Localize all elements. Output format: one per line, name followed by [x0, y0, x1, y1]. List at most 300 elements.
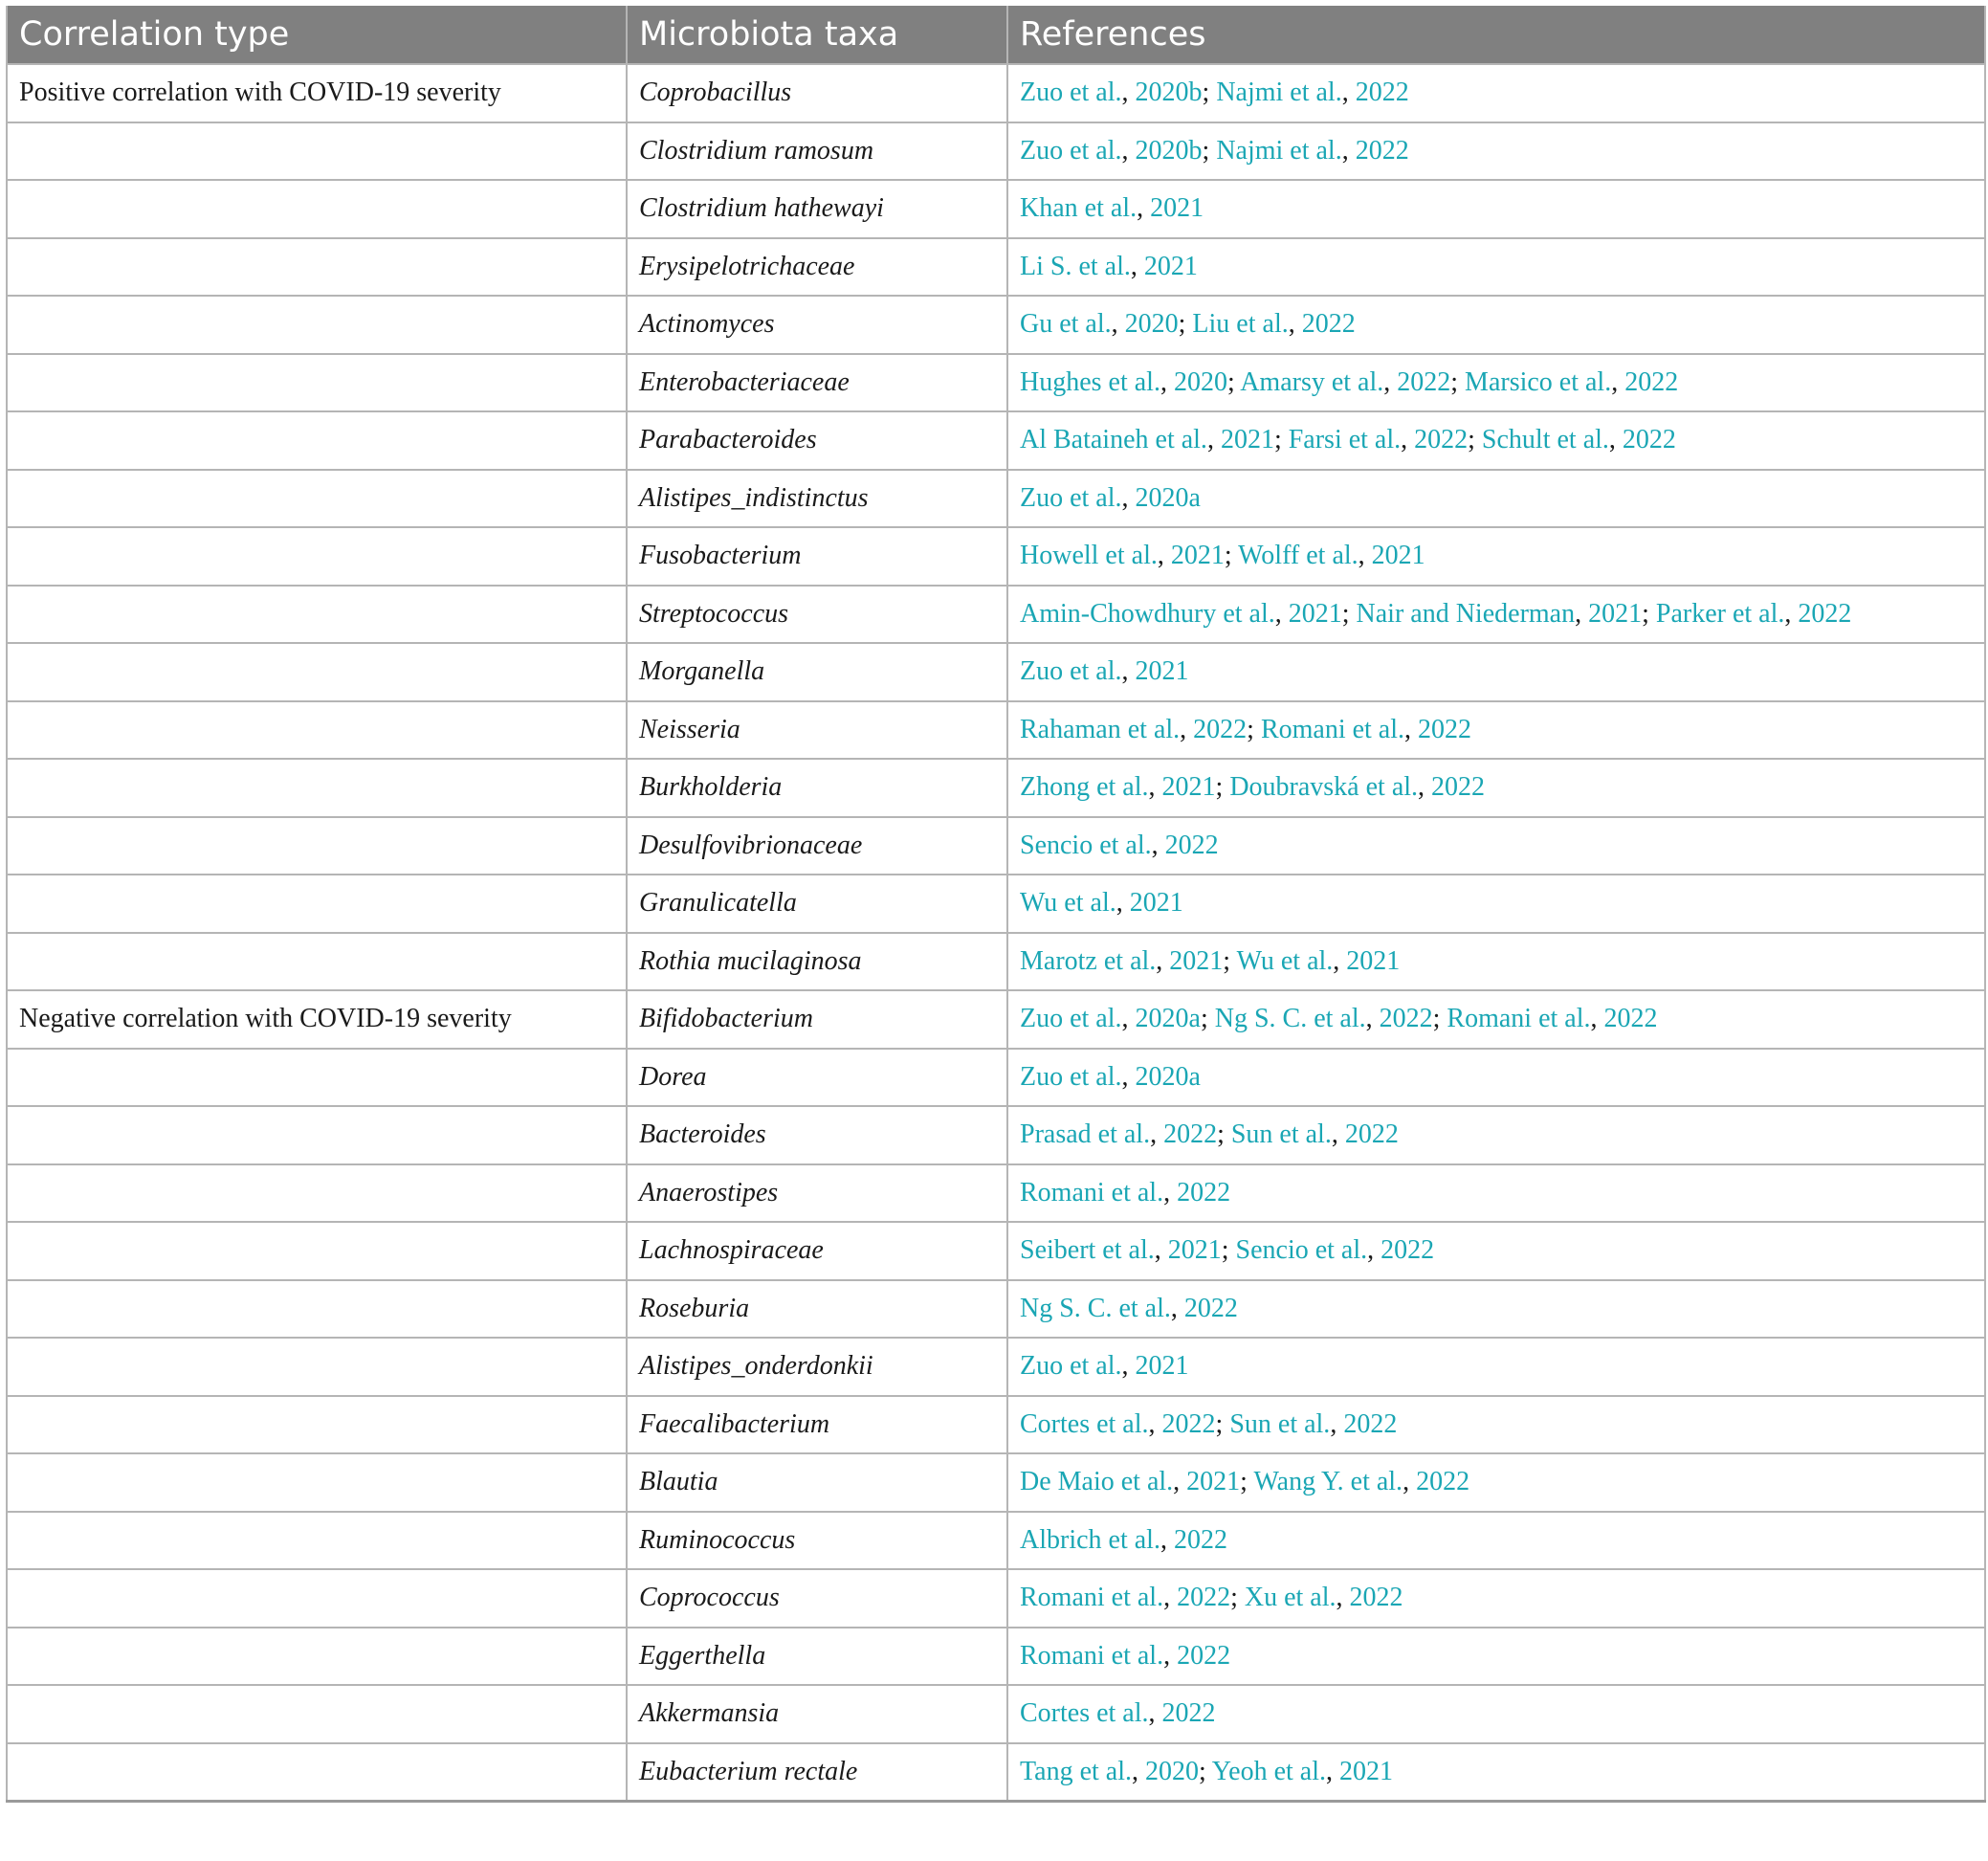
table-row [7, 1049, 1985, 1107]
reference-author-link[interactable]: Zuo et al. [1020, 135, 1122, 166]
reference-author-link[interactable]: Zuo et al. [1020, 1351, 1122, 1382]
table-row [7, 1569, 1985, 1628]
reference-comma: , [1148, 1698, 1162, 1729]
cell-correlation-type [7, 643, 627, 701]
reference-comma: , [1206, 425, 1221, 455]
table-row [7, 933, 1985, 991]
reference-comma: , [1121, 78, 1136, 108]
reference-comma: , [1137, 193, 1151, 224]
reference-separator: ; [1202, 135, 1217, 166]
reference-year-link[interactable]: 2022 [1414, 425, 1469, 455]
cell-references [1007, 1628, 1985, 1686]
reference-comma: , [1156, 945, 1170, 976]
reference-author-link[interactable]: Parker et al. [1655, 598, 1785, 629]
reference-author-link[interactable]: Najmi et al. [1216, 135, 1342, 166]
reference-year-link[interactable]: 2022 [1431, 772, 1486, 803]
cell-references [1007, 470, 1985, 528]
reference-comma: , [1160, 366, 1174, 397]
reference-comma: , [1180, 714, 1194, 744]
reference-year-link[interactable]: 2022 [1355, 78, 1409, 108]
reference-separator: ; [1200, 1004, 1215, 1034]
reference-comma: , [1148, 1408, 1162, 1439]
reference-author-link[interactable]: Zuo et al. [1020, 78, 1122, 108]
cell-microbiota-taxon: Dorea [627, 1049, 1007, 1107]
cell-correlation-type [7, 1106, 627, 1164]
reference-separator: ; [1432, 1004, 1447, 1034]
cell-correlation-type [7, 470, 627, 528]
reference-separator: ; [1642, 598, 1656, 629]
cell-references [1007, 990, 1985, 1049]
reference-author-link[interactable]: Prasad et al. [1020, 1119, 1151, 1150]
reference-year-link[interactable]: 2020b [1135, 135, 1203, 166]
reference-year-link[interactable]: 2021 [1150, 193, 1204, 224]
cell-correlation-type [7, 701, 627, 760]
reference-author-link[interactable]: Marsico et al. [1465, 366, 1612, 397]
reference-comma: , [1326, 1756, 1340, 1786]
reference-separator: ; [1215, 772, 1230, 803]
reference-comma: , [1333, 945, 1347, 976]
microbiota-correlation-table [6, 6, 1986, 1803]
reference-comma: , [1403, 1467, 1417, 1497]
cell-correlation-type [7, 1280, 627, 1339]
reference-author-link[interactable]: Nair and Niederman [1356, 598, 1576, 629]
reference-comma: , [1121, 1351, 1136, 1382]
cell-references [1007, 1396, 1985, 1454]
cell-microbiota-taxon: Rothia mucilaginosa [627, 933, 1007, 991]
reference-year-link[interactable]: 2022 [1177, 1177, 1231, 1207]
reference-year-link[interactable]: 2022 [1624, 366, 1679, 397]
reference-comma: , [1288, 309, 1302, 340]
reference-author-link[interactable]: Wolff et al. [1238, 541, 1358, 571]
table-row [7, 1222, 1985, 1280]
cell-references [1007, 586, 1985, 644]
cell-correlation-type [7, 238, 627, 297]
reference-year-link[interactable]: 2021 [1220, 425, 1274, 455]
cell-correlation-type [7, 1222, 627, 1280]
cell-microbiota-taxon: Clostridium hathewayi [627, 180, 1007, 238]
table-row [7, 1685, 1985, 1743]
reference-author-link[interactable]: Romani et al. [1020, 1177, 1164, 1207]
reference-separator: ; [1226, 366, 1241, 397]
reference-author-link[interactable]: Zuo et al. [1020, 656, 1122, 687]
cell-references [1007, 1164, 1985, 1223]
reference-year-link[interactable]: 2020a [1135, 1004, 1201, 1034]
cell-references [1007, 1338, 1985, 1396]
cell-microbiota-taxon: Lachnospiraceae [627, 1222, 1007, 1280]
reference-separator: ; [1215, 1408, 1230, 1439]
cell-references [1007, 701, 1985, 760]
reference-author-link[interactable]: Albrich et al. [1020, 1524, 1160, 1555]
reference-year-link[interactable]: 2022 [1416, 1467, 1470, 1497]
reference-separator: ; [1202, 78, 1217, 108]
reference-author-link[interactable]: Marotz et al. [1020, 945, 1157, 976]
reference-author-link[interactable]: Xu et al. [1244, 1583, 1336, 1613]
reference-author-link[interactable]: Hughes et al. [1020, 366, 1160, 397]
cell-correlation-type [7, 875, 627, 933]
cell-microbiota-taxon: Ruminococcus [627, 1512, 1007, 1570]
reference-author-link[interactable]: Sun et al. [1229, 1408, 1331, 1439]
cell-correlation-type [7, 122, 627, 181]
cell-references [1007, 1453, 1985, 1512]
cell-correlation-type [7, 1743, 627, 1802]
reference-year-link[interactable]: 2020 [1173, 366, 1227, 397]
reference-comma: , [1575, 598, 1589, 629]
cell-microbiota-taxon: Bifidobacterium [627, 990, 1007, 1049]
cell-microbiota-taxon: Bacteroides [627, 1106, 1007, 1164]
reference-author-link[interactable]: Wu et al. [1020, 888, 1116, 919]
reference-author-link[interactable]: Amarsy et al. [1240, 366, 1384, 397]
reference-comma: , [1590, 1004, 1604, 1034]
reference-comma: , [1383, 366, 1398, 397]
reference-author-link[interactable]: Farsi et al. [1288, 425, 1402, 455]
reference-author-link[interactable]: Sencio et al. [1235, 1235, 1368, 1266]
table-row [7, 1628, 1985, 1686]
table-row [7, 180, 1985, 238]
table-row [7, 1512, 1985, 1570]
reference-separator: ; [1240, 1467, 1254, 1497]
reference-author-link[interactable]: Rahaman et al. [1020, 714, 1181, 744]
reference-comma: , [1274, 598, 1289, 629]
table-row [7, 64, 1985, 122]
table-row [7, 1338, 1985, 1396]
reference-comma: , [1170, 1293, 1184, 1323]
reference-author-link[interactable]: De Maio et al. [1020, 1467, 1174, 1497]
cell-microbiota-taxon: Desulfovibrionaceae [627, 817, 1007, 875]
cell-microbiota-taxon: Akkermansia [627, 1685, 1007, 1743]
reference-comma: , [1608, 425, 1623, 455]
reference-year-link[interactable]: 2022 [1798, 598, 1852, 629]
reference-comma: , [1784, 598, 1799, 629]
cell-correlation-type [7, 180, 627, 238]
reference-comma: , [1611, 366, 1625, 397]
cell-microbiota-taxon: Parabacteroides [627, 411, 1007, 470]
cell-references [1007, 527, 1985, 586]
reference-year-link[interactable]: 2021 [1170, 541, 1225, 571]
reference-author-link[interactable]: Howell et al. [1020, 541, 1158, 571]
reference-author-link[interactable]: Tang et al. [1020, 1756, 1132, 1786]
reference-year-link[interactable]: 2022 [1343, 1408, 1398, 1439]
reference-comma: , [1111, 309, 1125, 340]
reference-author-link[interactable]: Seibert et al. [1020, 1235, 1155, 1266]
reference-comma: , [1148, 772, 1162, 803]
reference-comma: , [1150, 1119, 1164, 1150]
reference-author-link[interactable]: Khan et al. [1020, 193, 1138, 224]
cell-references [1007, 64, 1985, 122]
reference-author-link[interactable]: Zuo et al. [1020, 482, 1122, 513]
reference-author-link[interactable]: Romani et al. [1447, 1004, 1591, 1034]
table-row [7, 586, 1985, 644]
reference-separator: ; [1341, 598, 1357, 629]
reference-year-link[interactable]: 2022 [1193, 714, 1248, 744]
cell-correlation-type [7, 817, 627, 875]
table-row [7, 238, 1985, 297]
cell-references [1007, 875, 1985, 933]
cell-references [1007, 1106, 1985, 1164]
cell-references [1007, 1280, 1985, 1339]
reference-comma: , [1115, 888, 1130, 919]
cell-references [1007, 122, 1985, 181]
reference-year-link[interactable]: 2020 [1145, 1756, 1199, 1786]
cell-microbiota-taxon: Erysipelotrichaceae [627, 238, 1007, 297]
reference-comma: , [1121, 482, 1136, 513]
reference-author-link[interactable]: Wang Y. et al. [1253, 1467, 1403, 1497]
reference-separator: ; [1273, 425, 1289, 455]
reference-year-link[interactable]: 2022 [1381, 1235, 1435, 1266]
reference-year-link[interactable]: 2022 [1183, 1293, 1238, 1323]
cell-references [1007, 1222, 1985, 1280]
reference-comma: , [1365, 1004, 1380, 1034]
reference-separator: ; [1450, 366, 1466, 397]
reference-comma: , [1358, 541, 1372, 571]
header-correlation-type: Correlation type [7, 6, 627, 64]
cell-correlation-type [7, 354, 627, 412]
table-row [7, 1396, 1985, 1454]
reference-comma: , [1121, 656, 1136, 687]
cell-correlation-type [7, 527, 627, 586]
cell-microbiota-taxon: Alistipes_indistinctus [627, 470, 1007, 528]
reference-comma: , [1160, 1524, 1174, 1555]
cell-correlation-type [7, 933, 627, 991]
header-references: References [1007, 6, 1985, 64]
reference-separator: ; [1468, 425, 1482, 455]
reference-year-link[interactable]: 2021 [1288, 598, 1342, 629]
cell-correlation-type [7, 1569, 627, 1628]
cell-microbiota-taxon: Streptococcus [627, 586, 1007, 644]
cell-microbiota-taxon: Coprococcus [627, 1569, 1007, 1628]
cell-references [1007, 1512, 1985, 1570]
reference-author-link[interactable]: Amin-Chowdhury et al. [1020, 598, 1275, 629]
cell-references [1007, 817, 1985, 875]
table-row [7, 1106, 1985, 1164]
cell-correlation-type [7, 586, 627, 644]
reference-author-link[interactable]: Sun et al. [1230, 1119, 1332, 1150]
reference-year-link[interactable]: 2021 [1371, 541, 1425, 571]
reference-year-link[interactable]: 2021 [1169, 945, 1224, 976]
reference-year-link[interactable]: 2022 [1418, 714, 1472, 744]
reference-year-link[interactable]: 2022 [1344, 1119, 1399, 1150]
reference-year-link[interactable]: 2022 [1622, 425, 1676, 455]
reference-author-link[interactable]: Cortes et al. [1020, 1408, 1149, 1439]
reference-year-link[interactable]: 2020 [1124, 309, 1179, 340]
reference-author-link[interactable]: Li S. et al. [1020, 251, 1131, 281]
cell-correlation-type [7, 411, 627, 470]
cell-correlation-type: Positive correlation with COVID-19 severity [7, 64, 627, 122]
reference-year-link[interactable]: 2021 [1588, 598, 1643, 629]
cell-microbiota-taxon: Enterobacteriaceae [627, 354, 1007, 412]
table-row [7, 1280, 1985, 1339]
reference-year-link[interactable]: 2022 [1177, 1583, 1231, 1613]
cell-correlation-type [7, 1453, 627, 1512]
cell-references [1007, 296, 1985, 354]
cell-references [1007, 643, 1985, 701]
reference-author-link[interactable]: Ng S. C. et al. [1214, 1004, 1366, 1034]
table-row [7, 1164, 1985, 1223]
reference-author-link[interactable]: Romani et al. [1020, 1583, 1164, 1613]
cell-microbiota-taxon: Blautia [627, 1453, 1007, 1512]
cell-correlation-type [7, 1049, 627, 1107]
table-header [7, 6, 1985, 64]
reference-separator: ; [1199, 1756, 1212, 1786]
reference-comma: , [1121, 1004, 1136, 1034]
cell-references [1007, 1685, 1985, 1743]
reference-comma: , [1367, 1235, 1381, 1266]
cell-microbiota-taxon: Eggerthella [627, 1628, 1007, 1686]
cell-microbiota-taxon: Coprobacillus [627, 64, 1007, 122]
reference-author-link[interactable]: Najmi et al. [1216, 78, 1342, 108]
cell-microbiota-taxon: Clostridium ramosum [627, 122, 1007, 181]
table-row [7, 354, 1985, 412]
cell-microbiota-taxon: Faecalibacterium [627, 1396, 1007, 1454]
cell-correlation-type [7, 1628, 627, 1686]
cell-references [1007, 180, 1985, 238]
cell-references [1007, 1743, 1985, 1802]
table-row [7, 411, 1985, 470]
cell-microbiota-taxon: Burkholderia [627, 759, 1007, 817]
reference-year-link[interactable]: 2021 [1129, 888, 1183, 919]
reference-year-link[interactable]: 2022 [1164, 830, 1219, 860]
cell-correlation-type [7, 1512, 627, 1570]
cell-microbiota-taxon: Granulicatella [627, 875, 1007, 933]
reference-author-link[interactable]: Liu et al. [1192, 309, 1289, 340]
reference-comma: , [1163, 1177, 1178, 1207]
reference-year-link[interactable]: 2020b [1135, 78, 1203, 108]
table-row [7, 990, 1985, 1049]
reference-year-link[interactable]: 2022 [1397, 366, 1451, 397]
reference-year-link[interactable]: 2021 [1339, 1756, 1394, 1786]
table-row [7, 701, 1985, 760]
reference-separator: ; [1221, 1235, 1236, 1266]
reference-comma: , [1341, 78, 1356, 108]
reference-year-link[interactable]: 2021 [1143, 251, 1198, 281]
cell-microbiota-taxon: Morganella [627, 643, 1007, 701]
cell-microbiota-taxon: Fusobacterium [627, 527, 1007, 586]
reference-year-link[interactable]: 2021 [1135, 656, 1189, 687]
reference-year-link[interactable]: 2020a [1135, 1061, 1201, 1092]
reference-comma: , [1336, 1583, 1350, 1613]
reference-author-link[interactable]: Yeoh et al. [1211, 1756, 1327, 1786]
reference-year-link[interactable]: 2022 [1301, 309, 1356, 340]
cell-references [1007, 411, 1985, 470]
reference-separator: ; [1217, 1119, 1231, 1150]
reference-year-link[interactable]: 2022 [1349, 1583, 1403, 1613]
cell-references [1007, 933, 1985, 991]
reference-year-link[interactable]: 2022 [1163, 1119, 1218, 1150]
table-row [7, 470, 1985, 528]
reference-year-link[interactable]: 2022 [1355, 135, 1409, 166]
table-row [7, 122, 1985, 181]
reference-year-link[interactable]: 2022 [1603, 1004, 1658, 1034]
cell-correlation-type [7, 1164, 627, 1223]
reference-year-link[interactable]: 2022 [1173, 1524, 1227, 1555]
reference-comma: , [1121, 1061, 1136, 1092]
cell-correlation-type [7, 1685, 627, 1743]
reference-comma: , [1418, 772, 1432, 803]
reference-author-link[interactable]: Romani et al. [1260, 714, 1405, 744]
cell-correlation-type [7, 296, 627, 354]
table-row [7, 759, 1985, 817]
cell-microbiota-taxon: Anaerostipes [627, 1164, 1007, 1223]
reference-comma: , [1121, 135, 1136, 166]
cell-correlation-type [7, 759, 627, 817]
cell-references [1007, 238, 1985, 297]
cell-references [1007, 1569, 1985, 1628]
reference-comma: , [1341, 135, 1356, 166]
reference-comma: , [1130, 251, 1144, 281]
table-row [7, 875, 1985, 933]
cell-microbiota-taxon: Alistipes_onderdonkii [627, 1338, 1007, 1396]
cell-references [1007, 354, 1985, 412]
reference-year-link[interactable]: 2022 [1161, 1408, 1216, 1439]
reference-author-link[interactable]: Doubravská et al. [1229, 772, 1419, 803]
reference-year-link[interactable]: 2021 [1161, 772, 1216, 803]
reference-comma: , [1401, 425, 1415, 455]
reference-separator: ; [1230, 1583, 1245, 1613]
table-row [7, 817, 1985, 875]
reference-comma: , [1157, 541, 1171, 571]
cell-microbiota-taxon: Roseburia [627, 1280, 1007, 1339]
reference-separator: ; [1247, 714, 1261, 744]
reference-separator: ; [1223, 945, 1237, 976]
reference-author-link[interactable]: Zhong et al. [1020, 772, 1149, 803]
header-microbiota-taxa: Microbiota taxa [627, 6, 1007, 64]
reference-author-link[interactable]: Wu et al. [1236, 945, 1334, 976]
reference-comma: , [1163, 1640, 1178, 1671]
reference-author-link[interactable]: Zuo et al. [1020, 1061, 1122, 1092]
table-row [7, 643, 1985, 701]
cell-microbiota-taxon: Eubacterium rectale [627, 1743, 1007, 1802]
reference-author-link[interactable]: Cortes et al. [1020, 1698, 1149, 1729]
reference-author-link[interactable]: Sencio et al. [1020, 830, 1152, 860]
reference-separator: ; [1224, 541, 1239, 571]
reference-year-link[interactable]: 2021 [1135, 1351, 1189, 1382]
reference-year-link[interactable]: 2022 [1177, 1640, 1231, 1671]
table-row [7, 1743, 1985, 1802]
reference-author-link[interactable]: Gu et al. [1020, 309, 1112, 340]
cell-correlation-type: Negative correlation with COVID-19 severity [7, 990, 627, 1049]
table-row [7, 527, 1985, 586]
reference-comma: , [1154, 1235, 1168, 1266]
cell-references [1007, 1049, 1985, 1107]
reference-author-link[interactable]: Schult et al. [1481, 425, 1609, 455]
cell-correlation-type [7, 1396, 627, 1454]
reference-author-link[interactable]: Zuo et al. [1020, 1004, 1122, 1034]
reference-year-link[interactable]: 2020a [1135, 482, 1201, 513]
reference-comma: , [1330, 1408, 1344, 1439]
table-row [7, 296, 1985, 354]
reference-year-link[interactable]: 2022 [1161, 1698, 1216, 1729]
reference-year-link[interactable]: 2021 [1167, 1235, 1222, 1266]
reference-comma: , [1331, 1119, 1345, 1150]
table-row [7, 1453, 1985, 1512]
cell-correlation-type [7, 1338, 627, 1396]
table-body [7, 64, 1985, 1802]
reference-separator: ; [1178, 309, 1193, 340]
reference-year-link[interactable]: 2021 [1346, 945, 1401, 976]
reference-comma: , [1173, 1467, 1187, 1497]
reference-comma: , [1163, 1583, 1178, 1613]
header-row [7, 6, 1985, 64]
reference-comma: , [1132, 1756, 1145, 1786]
reference-year-link[interactable]: 2022 [1379, 1004, 1433, 1034]
reference-author-link[interactable]: Ng S. C. et al. [1020, 1293, 1171, 1323]
reference-comma: , [1151, 830, 1165, 860]
reference-author-link[interactable]: Romani et al. [1020, 1640, 1164, 1671]
cell-references [1007, 759, 1985, 817]
reference-year-link[interactable]: 2021 [1186, 1467, 1241, 1497]
cell-microbiota-taxon: Neisseria [627, 701, 1007, 760]
reference-comma: , [1404, 714, 1419, 744]
reference-author-link[interactable]: Al Bataineh et al. [1020, 425, 1207, 455]
